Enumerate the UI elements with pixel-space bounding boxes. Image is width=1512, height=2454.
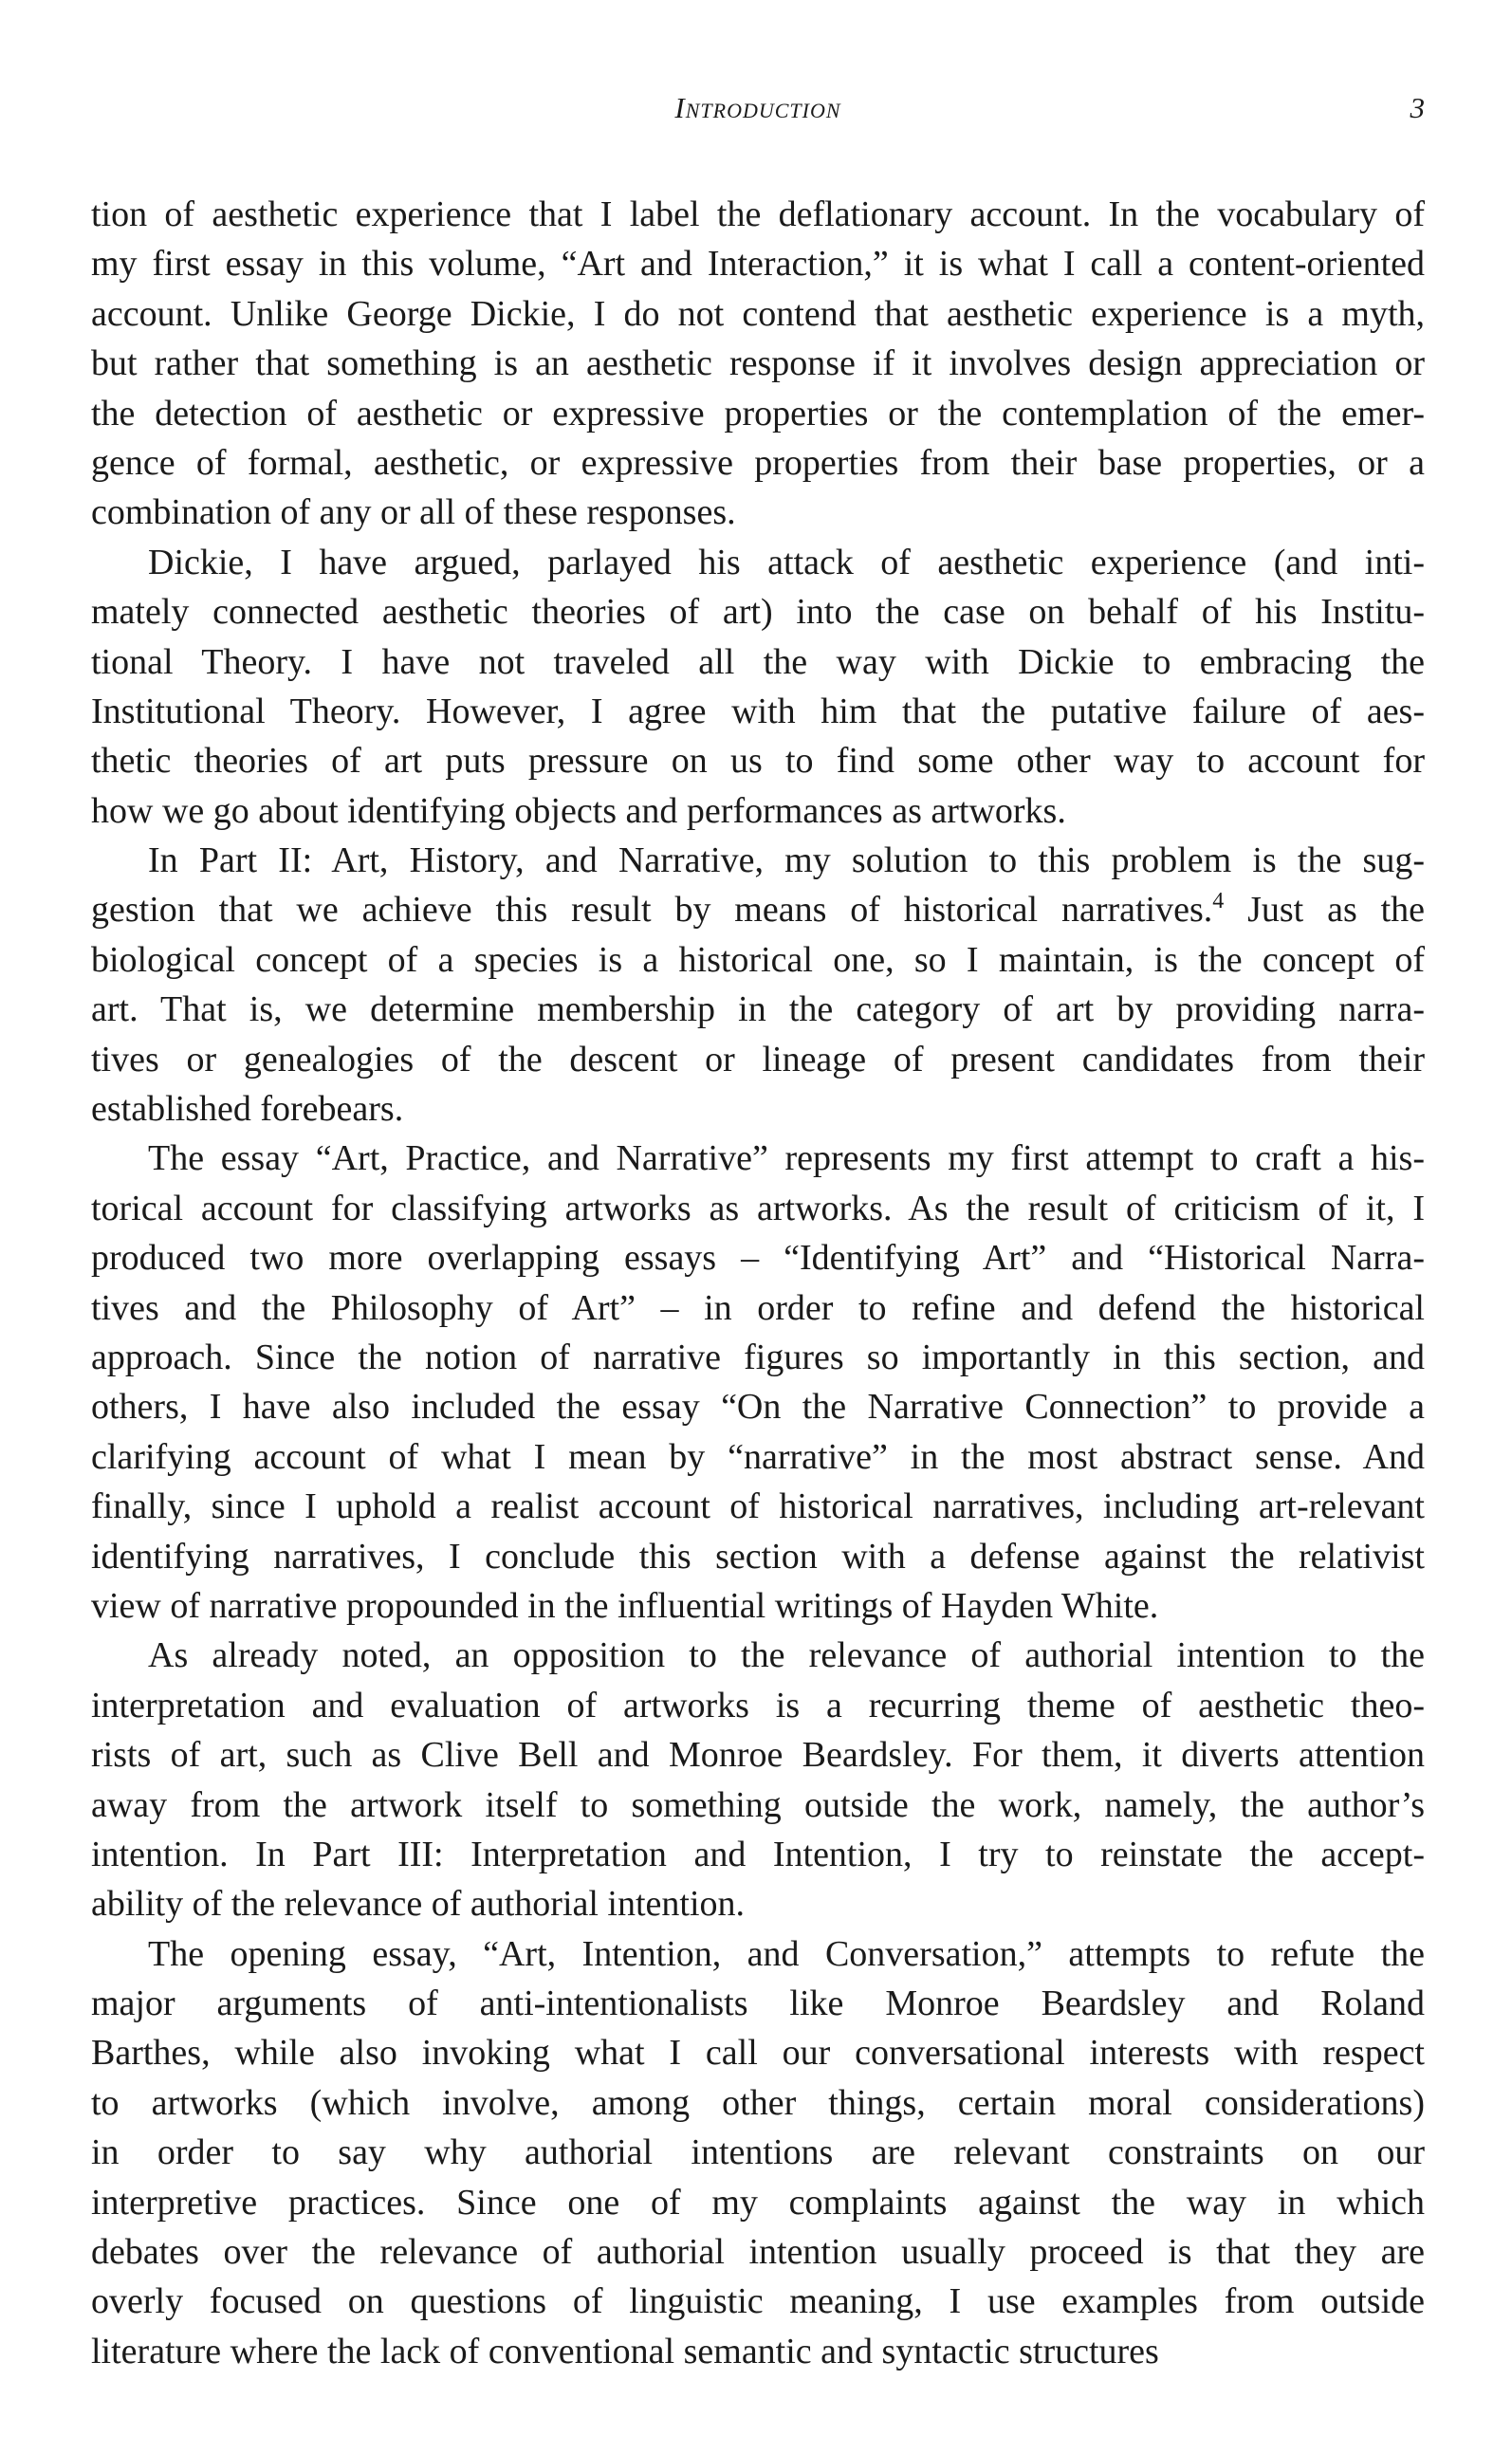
paragraph	[91, 538, 1425, 836]
text-line: account. Unlike George Dickie, I do not contend that aesthetic experience is a myth,	[91, 293, 1425, 334]
text-line: away from the artwork itself to something outside the work, namely, the author’s	[91, 1784, 1425, 1825]
text-line: approach. Since the notion of narrative figures so importantly in this section, and	[91, 1337, 1425, 1377]
text-line: finally, since I uphold a realist account of historical narratives, including art-relevant	[91, 1486, 1425, 1527]
text-line: torical account for classifying artworks as artworks. As the result of criticism of it, I	[91, 1188, 1425, 1228]
paragraph	[91, 836, 1425, 1134]
text-line: tional Theory. I have not traveled all the way with Dickie to embracing the	[91, 641, 1425, 682]
text-line: mately connected aesthetic theories of art) into the case on behalf of his Institu-	[91, 592, 1425, 633]
text-line: intention. In Part III: Interpretation and Intention, I try to reinstate the accept-	[91, 1834, 1425, 1874]
text-line: tives or genealogies of the descent or lineage of present candidates from their	[91, 1039, 1425, 1079]
text-line: view of narrative propounded in the influential writings of Hayden White.	[91, 1585, 1159, 1626]
text-line: interpretive practices. Since one of my complaints against the way in which	[91, 2182, 1425, 2223]
text-line: art. That is, we determine membership in the category of art by providing narra-	[91, 989, 1425, 1030]
line-tail: Just as the	[1224, 890, 1425, 931]
text-line: gestion that we achieve this result by means of historical narratives.$^4$ Just as the	[91, 889, 1425, 931]
text-line: literature where the lack of conventional semantic and syntactic structures	[91, 2331, 1159, 2371]
text-line: in order to say why authorial intentions are relevant constraints on our	[91, 2132, 1425, 2173]
page-number: 3	[1410, 91, 1425, 124]
text-line: debates over the relevance of authorial intention usually proceed is that they are	[91, 2232, 1425, 2273]
footnote-reference[interactable]: 4	[1212, 889, 1225, 914]
text-line: identifying narratives, I conclude this section with a defense against the relativist	[91, 1536, 1425, 1577]
text-line: Dickie, I have argued, parlayed his attack of aesthetic experience (and inti-	[148, 542, 1425, 582]
text-line: The opening essay, “Art, Intention, and Conversation,” attempts to refute the	[148, 1933, 1425, 1974]
paragraph	[91, 1134, 1425, 1631]
text-line: tives and the Philosophy of Art” – in order to refine and defend the historical	[91, 1287, 1425, 1328]
text-line: tion of aesthetic experience that I label the deflationary account. In the vocabulary of	[91, 194, 1425, 234]
text-line: to artworks (which involve, among other things, certain moral considerations)	[91, 2082, 1425, 2123]
running-head	[91, 91, 1425, 133]
paragraph	[91, 1929, 1425, 2377]
text-line: others, I have also included the essay “On the Narrative Connection” to provide a	[91, 1387, 1425, 1428]
paragraph	[91, 1631, 1425, 1928]
text-line: rists of art, such as Clive Bell and Monroe Beardsley. For them, it diverts attention	[91, 1735, 1425, 1776]
paragraph	[91, 190, 1425, 538]
text-line: In Part II: Art, History, and Narrative, my solution to this problem is the sug-	[148, 840, 1425, 881]
text-line: Institutional Theory. However, I agree with him that the putative failure of aes-	[91, 691, 1425, 731]
text-line: produced two more overlapping essays – “Identifying Art” and “Historical Narra-	[91, 1238, 1425, 1279]
text-line: established forebears.	[91, 1089, 404, 1130]
text-line: how we go about identifying objects and performances as artworks.	[91, 790, 1066, 831]
text-line: As already noted, an opposition to the relevance of authorial intention to the	[148, 1635, 1425, 1676]
text-line: major arguments of anti-intentionalists like Monroe Beardsley and Roland	[91, 1983, 1425, 2024]
text-line: Barthes, while also invoking what I call our conversational interests with respect	[91, 2033, 1425, 2074]
text-line: but rather that something is an aesthetic response if it involves design appreciation or	[91, 343, 1425, 384]
text-line: the detection of aesthetic or expressive properties or the contemplation of the emer-	[91, 393, 1425, 434]
text-line: thetic theories of art puts pressure on us to find some other way to account for	[91, 741, 1425, 782]
chapter-title: Introduction	[674, 91, 841, 124]
text-line: gence of formal, aesthetic, or expressive properties from their base properties, or a	[91, 442, 1425, 483]
body-text	[91, 190, 1425, 2376]
text-line: clarifying account of what I mean by “narrative” in the most abstract sense. And	[91, 1436, 1425, 1477]
text-line: overly focused on questions of linguistic meaning, I use examples from outside	[91, 2281, 1425, 2322]
text-line: combination of any or all of these responses.	[91, 492, 736, 533]
text-line: ability of the relevance of authorial intention.	[91, 1884, 746, 1925]
text-line: interpretation and evaluation of artworks is a recurring theme of aesthetic theo-	[91, 1685, 1425, 1725]
text-line: The essay “Art, Practice, and Narrative” represents my first attempt to craft a his-	[148, 1138, 1425, 1179]
text-line: biological concept of a species is a historical one, so I maintain, is the concept of	[91, 939, 1425, 980]
text-line: my first essay in this volume, “Art and Interaction,” it is what I call a content-oriented	[91, 244, 1425, 285]
